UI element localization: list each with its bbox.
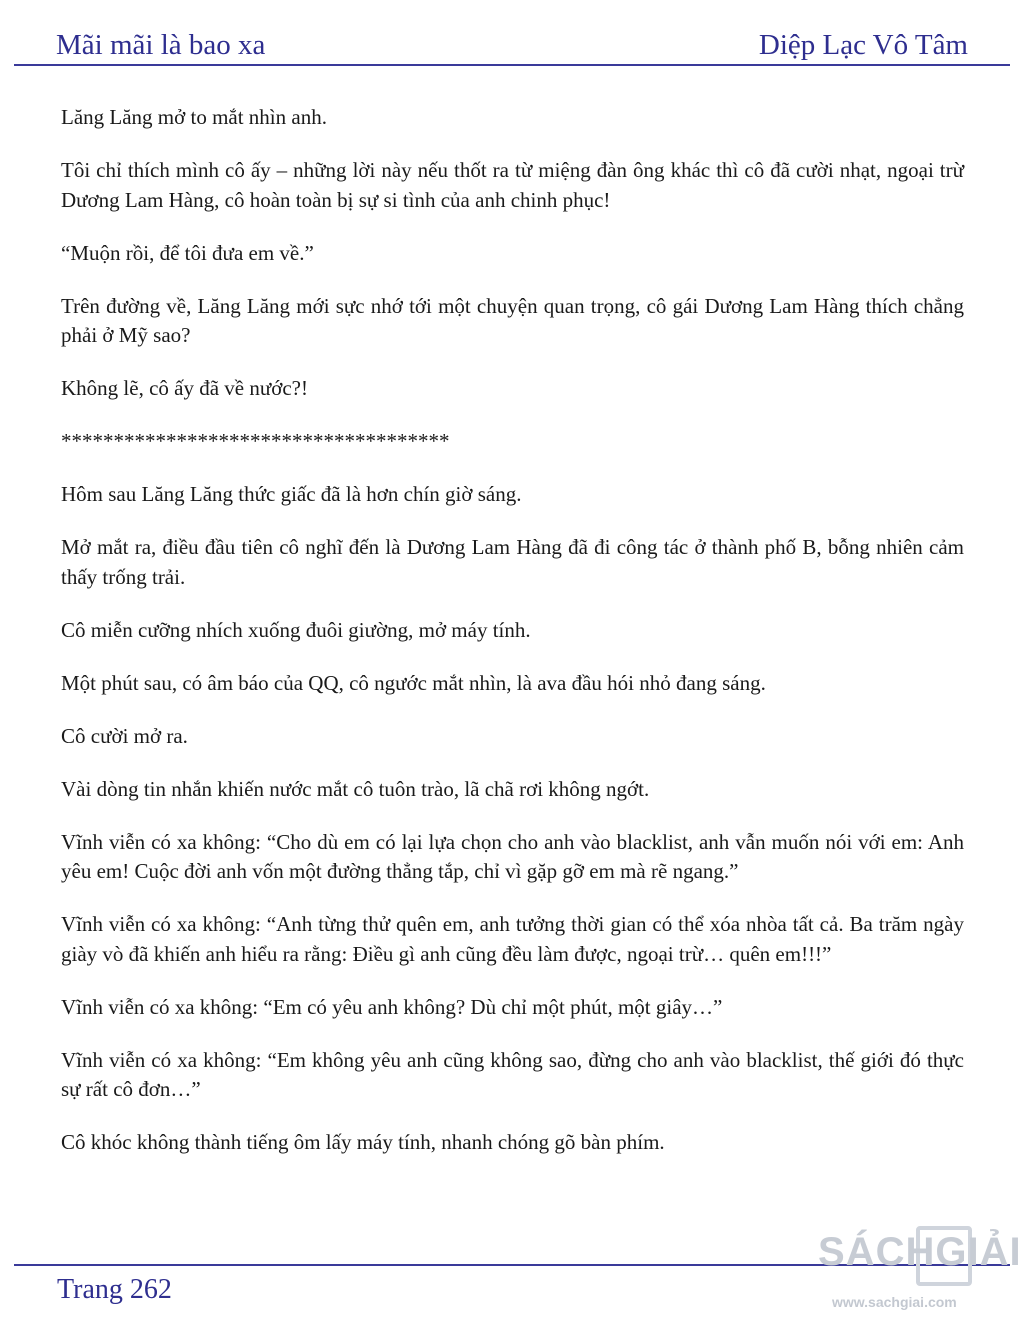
- paragraph: “Muộn rồi, để tôi đưa em về.”: [61, 240, 314, 265]
- paragraph: Vĩnh viễn có xa không: “Em không yêu anh cũng không sao, đừng cho anh vào blacklist, thế giới đó thực sự rất cô đơn…”: [61, 1047, 964, 1101]
- watermark-logo: [812, 1224, 1024, 1325]
- paragraph: Tôi chỉ thích mình cô ấy – những lời này nếu thốt ra từ miệng đàn ông khác thì cô đã cười nhạt, ngoại trừ Dương Lam Hàng, cô hoàn toàn bị sự si tình của anh chinh phục!: [61, 158, 964, 212]
- paragraph: Lăng Lăng mở to mắt nhìn anh.: [61, 105, 327, 129]
- book-title: Mãi mãi là bao xa: [56, 29, 266, 61]
- paragraph: Cô miễn cưỡng nhích xuống đuôi giường, mở máy tính.: [61, 617, 531, 642]
- page-number: Trang 262: [57, 1274, 172, 1305]
- paragraph: Trên đường về, Lăng Lăng mới sực nhớ tới một chuyện quan trọng, cô gái Dương Lam Hàng thích chẳng phải ở Mỹ sao?: [61, 293, 964, 347]
- watermark-logo-text: SÁCHGIẢI: [818, 1230, 1022, 1274]
- paragraph: Cô khóc không thành tiếng ôm lấy máy tính, nhanh chóng gõ bàn phím.: [61, 1130, 665, 1154]
- paragraph: Một phút sau, có âm báo của QQ, cô ngước mắt nhìn, là ava đầu hói nhỏ đang sáng.: [61, 670, 766, 695]
- paragraph: Vĩnh viễn có xa không: “Em có yêu anh không? Dù chỉ một phút, một giây…”: [61, 994, 723, 1019]
- page-header: [56, 22, 968, 62]
- page-content: [61, 103, 964, 1181]
- paragraph: Vĩnh viễn có xa không: “Anh từng thử quên em, anh tưởng thời gian có thể xóa nhòa tất cả. Ba trăm ngày giày vò đã khiến anh hiểu ra rằng: Điều gì anh cũng đều làm được, ngoại trừ… quên em!!!”: [61, 912, 964, 966]
- paragraph: Không lẽ, cô ấy đã về nước?!: [61, 376, 308, 400]
- paragraph: Cô cười mở ra.: [61, 723, 188, 748]
- paragraph: Vài dòng tin nhắn khiến nước mắt cô tuôn trào, lã chã rơi không ngớt.: [61, 776, 650, 801]
- header-rule: [14, 64, 1010, 66]
- watermark-url: www.sachgiai.com: [832, 1294, 957, 1310]
- paragraph: Mở mắt ra, điều đầu tiên cô nghĩ đến là Dương Lam Hàng đã đi công tác ở thành phố B, bỗng nhiên cảm thấy trống trải.: [61, 535, 964, 589]
- book-author: Diệp Lạc Vô Tâm: [758, 29, 968, 61]
- paragraph: Hôm sau Lăng Lăng thức giấc đã là hơn chín giờ sáng.: [61, 482, 522, 506]
- paragraph: Vĩnh viễn có xa không: “Cho dù em có lại lựa chọn cho anh vào blacklist, anh vẫn muốn nói với em: Anh yêu em! Cuộc đời anh vốn một đường thẳng tắp, chỉ vì gặp gỡ em mà rẽ ngang.”: [61, 829, 964, 883]
- scene-separator: *************************************: [61, 429, 450, 453]
